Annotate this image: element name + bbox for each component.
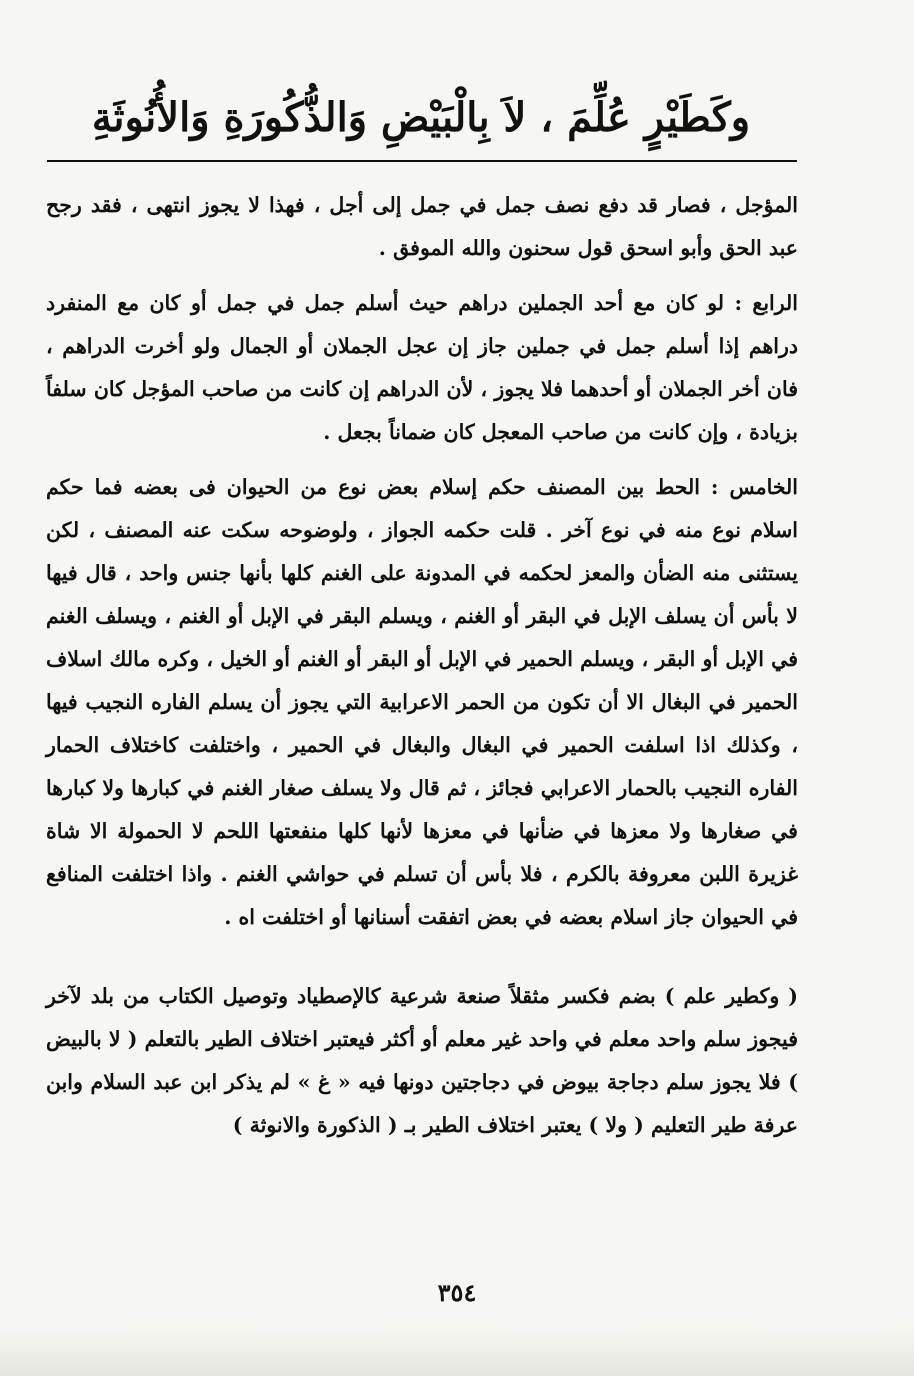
page-header-title: وكَطَيْرٍ عُلِّمَ ، لاَ بِالْبَيْضِ وَالذُّكُورَةِ وَالأُنُوثَةِ bbox=[91, 94, 751, 141]
paragraph-fifth: الخامس : الحط بين المصنف حكم إسلام بعض نوع من الحيوان فى بعضه فما حكم اسلام نوع منه في نوع آخر . قلت حكمه الجواز ، ولوضوحه سكت عنه المصنف ، لكن يستثنى منه الضأن والمعز لحكمه في المدونة على الغنم كلها بأنها جنس واحد ، قال فيها لا بأس أن يسلف الإبل في البقر أو الغنم ، ويسلم البقر في الإبل أو الغنم ، ويسلف الغنم في الإبل أو البقر ، ويسلم الحمير في الإبل أو البقر أو الغنم أو الخيل ، وكره مالك اسلاف الحمير في البغال الا أن تكون من الحمر الاعرابية التي يجوز أن يسلم الفاره النجيب فيها ، وكذلك اذا اسلفت الحمير في البغال والبغال في الحمير ، واختلفت كاختلاف الحمار الفاره النجيب بالحمار الاعرابي فجائز ، ثم قال ولا يسلف صغار الغنم في كبارها ولا كبارها في صغارها ولا معزها في ضأنها في معزها لأنها كلها منفعتها اللحم لا الحمولة الا شاة غزيرة اللبن معروفة بالكرم ، فلا بأس أن تسلم في حواشي الغنم . واذا اختلفت المنافع في الحيوان جاز اسلام بعضه في بعض اتفقت أسنانها أو اختلفت اه . bbox=[46, 475, 798, 929]
scan-edge-shadow bbox=[0, 1326, 914, 1376]
paragraph-commentary: ( وكطير علم ) بضم فكسر مثقلاً صنعة شرعية كالإصطياد وتوصيل الكتاب من بلد لآخر فيجوز سلم واحد معلم في واحد غير معلم أو أكثر فيعتبر اختلاف الطير بالتعلم ( لا بالبيض ) فلا يجوز سلم دجاجة بيوض في دجاجتين دونها فيه « غ » لم يذكر ابن عبد السلام وابن عرفة طير التعليم ( ولا ) يعتبر اختلاف الطير بـ ( الذكورة والانوثة ) bbox=[46, 984, 798, 1137]
paragraph-gap bbox=[46, 454, 798, 466]
paragraph-gap bbox=[46, 270, 798, 282]
paragraph-gap bbox=[46, 939, 798, 975]
page-number: ٣٥٤ bbox=[437, 1278, 477, 1307]
paragraph-continuation: المؤجل ، فصار قد دفع نصف جمل في جمل إلى أجل ، فهذا لا يجوز انتهى ، فقد رجح عبد الحق وأبو اسحق قول سحنون والله الموفق . bbox=[46, 193, 798, 260]
page-body bbox=[46, 184, 798, 1147]
header-rule bbox=[47, 160, 797, 162]
paragraph-fourth: الرابع : لو كان مع أحد الجملين دراهم حيث أسلم جمل في جمل أو كان مع المنفرد دراهم إذا أسلم جمل في جملين جاز إن عجل الجملان أو الجمال ولو أخرت الدراهم ، فان أخر الجملان أو أحدهما فلا يجوز ، لأن الدراهم إن كانت من صاحب المؤجل كان سلفاً بزيادة ، وإن كانت من صاحب المعجل كان ضماناً بجعل . bbox=[46, 291, 798, 444]
